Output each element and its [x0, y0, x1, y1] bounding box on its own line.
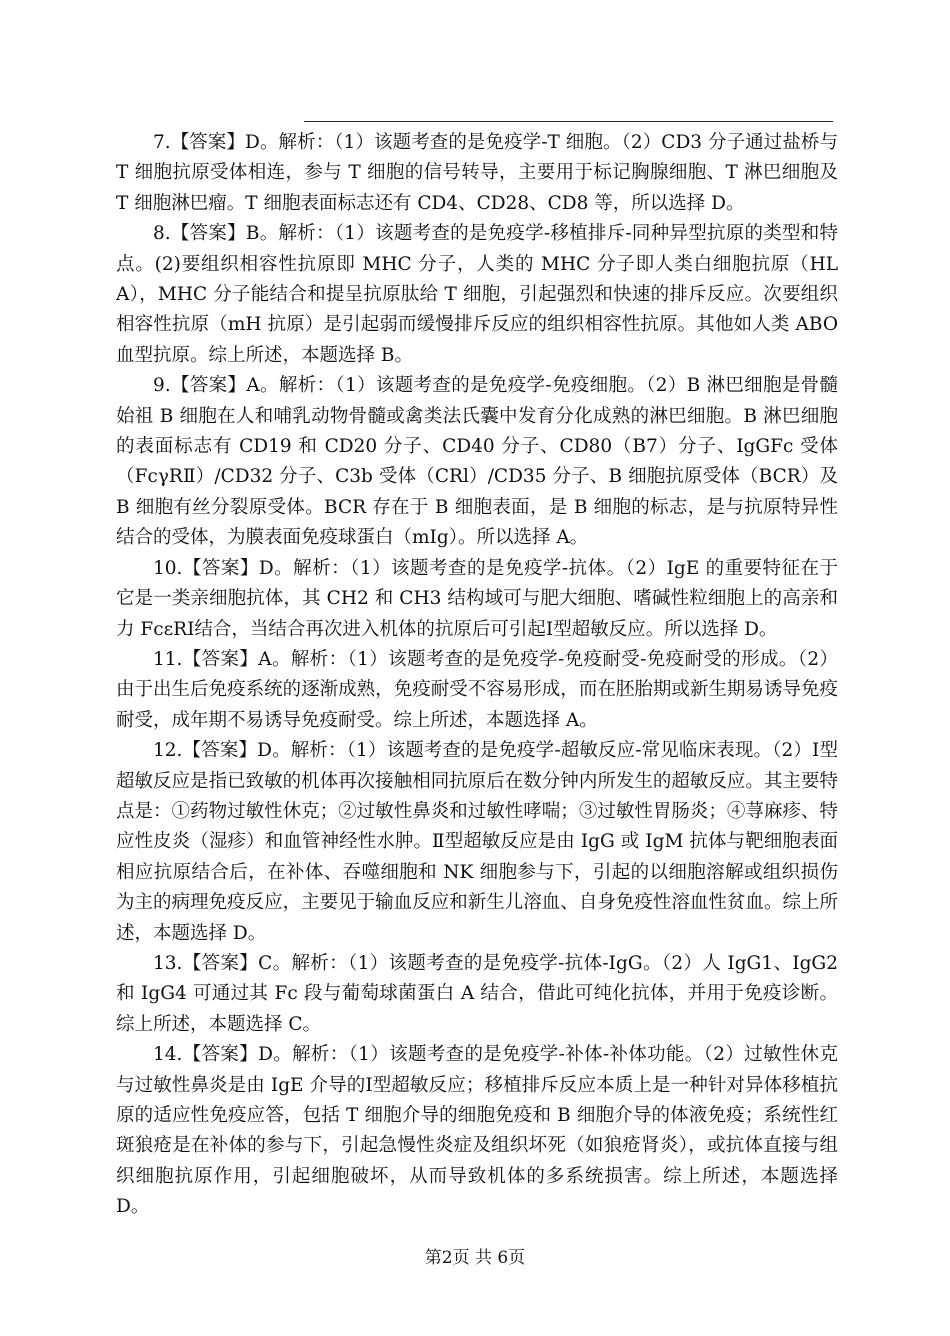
answer-paragraph-9: 9.【答案】A。解析：（1）该题考查的是免疫学-免疫细胞。（2）B 淋巴细胞是骨髓始祖 B 细胞在人和哺乳动物骨髓或禽类法氏囊中发育分化成熟的淋巴细胞。B 淋巴细胞的表面标志有 CD19 和 CD20 分子、CD40 分子、CD80（B7）分子、IgGFc 受体（FcγRⅡ）/CD32 分子、C3b 受体（CRl）/CD35 分子、B 细胞抗原受体（BCR）及 B 细胞有丝分裂原受体。BCR 存在于 B 细胞表面，是 B 细胞的标志，是与抗原特异性结合的受体，为膜表面免疫球蛋白（mIg）。所以选择 A。: [116, 375, 838, 549]
answer-paragraph-11: 11.【答案】A。解析：（1）该题考查的是免疫学-免疫耐受-免疫耐受的形成。（2）由于出生后免疫系统的逐渐成熟，免疫耐受不容易形成，而在胚胎期或新生期易诱导免疫耐受，成年期不易诱导免疫耐受。综上所述，本题选择 A。: [116, 648, 838, 731]
answer-paragraph-13: 13.【答案】C。解析：（1）该题考查的是免疫学-抗体-IgG。（2）人 IgG1、IgG2和 IgG4 可通过其 Fc 段与葡萄球菌蛋白 A 结合，借此可纯化抗体，并用于免疫诊断。综上所述，本题选择 C。: [116, 952, 838, 1035]
page-number: 第2页 共 6页: [424, 1248, 526, 1268]
answer-explanations: [116, 128, 838, 1223]
answer-paragraph-10: 10.【答案】D。解析：（1）该题考查的是免疫学-抗体。（2）IgE 的重要特征在于它是一类亲细胞抗体，其 CH2 和 CH3 结构域可与肥大细胞、嗜碱性粒细胞上的高亲和力 FcεRⅠ结合，当结合再次进入机体的抗原后可引起Ⅰ型超敏反应。所以选择 D。: [116, 557, 838, 640]
answer-paragraph-14: 14.【答案】D。解析：（1）该题考查的是免疫学-补体-补体功能。（2）过敏性休克与过敏性鼻炎是由 IgE 介导的Ⅰ型超敏反应；移植排斥反应本质上是一种针对异体移植抗原的适应性免疫应答，包括 T 细胞介导的细胞免疫和 B 细胞介导的体液免疫；系统性红斑狼疮是在补体的参与下，引起急慢性炎症及组织坏死（如狼疮肾炎），或抗体直接与组织细胞抗原作用，引起细胞破坏，从而导致机体的多系统损害。综上所述，本题选择 D。: [116, 1044, 838, 1218]
answer-paragraph-7: 7.【答案】D。解析：（1）该题考查的是免疫学-T 细胞。（2）CD3 分子通过盐桥与 T 细胞抗原受体相连，参与 T 细胞的信号转导，主要用于标记胸腺细胞、T 淋巴细胞及 T 细胞淋巴瘤。T 细胞表面标志还有 CD4、CD28、CD8 等，所以选择 D。: [116, 132, 838, 214]
answer-paragraph-8: 8.【答案】B。解析：（1）该题考查的是免疫学-移植排斥-同种异型抗原的类型和特点。(2)要组织相容性抗原即 MHC 分子，人类的 MHC 分子即人类白细胞抗原（HLA），MHC 分子能结合和提呈抗原肽给 T 细胞，引起强烈和快速的排斥反应。次要组织相容性抗原（mH 抗原）是引起弱而缓慢排斥反应的组织相容性抗原。其他如人类 ABO 血型抗原。综上所述，本题选择 B。: [116, 223, 838, 366]
answer-paragraph-12: 12.【答案】D。解析：（1）该题考查的是免疫学-超敏反应-常见临床表现。（2）Ⅰ型超敏反应是指已致敏的机体再次接触相同抗原后在数分钟内所发生的超敏反应。其主要特点是：①药物过敏性休克；②过敏性鼻炎和过敏性哮喘；③过敏性胃肠炎；④荨麻疹、特应性皮炎（湿疹）和血管神经性水肿。Ⅱ型超敏反应是由 IgG 或 IgM 抗体与靶细胞表面相应抗原结合后，在补体、吞噬细胞和 NK 细胞参与下，引起的以细胞溶解或组织损伤为主的病理免疫反应，主要见于输血反应和新生儿溶血、自身免疫性溶血性贫血。综上所述，本题选择 D。: [116, 740, 838, 944]
header-rule: [304, 121, 833, 122]
